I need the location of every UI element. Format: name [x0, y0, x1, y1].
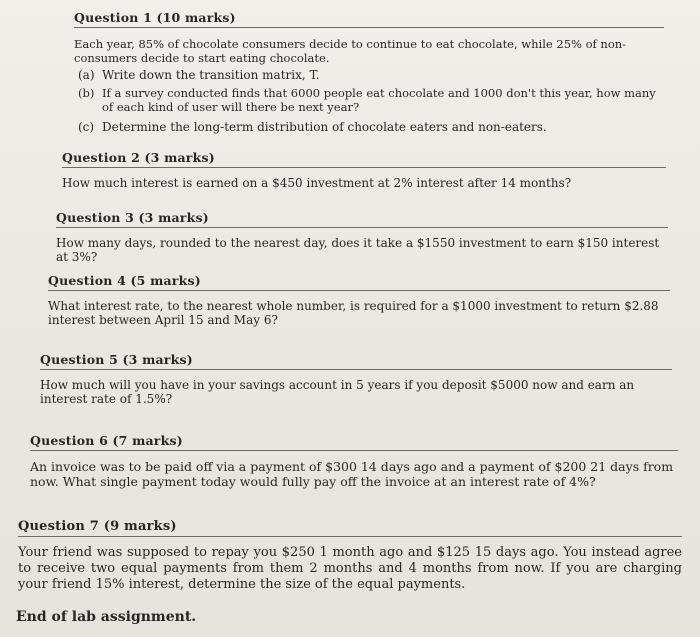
question-3-body: How many days, rounded to the nearest day, does it take a $1550 investment to earn $150 interest at 3%?: [56, 236, 660, 264]
part-c-text: Determine the long-term distribution of chocolate eaters and non-eaters.: [102, 120, 547, 134]
question-2-heading: Question 2 (3 marks): [62, 150, 666, 168]
part-b-label: (b): [78, 86, 95, 100]
question-7-heading: Question 7 (9 marks): [18, 519, 682, 537]
question-1: [74, 10, 664, 134]
part-a-label: (a): [78, 68, 95, 82]
question-1-intro: Each year, 85% of chocolate consumers decide to continue to eat chocolate, while 25% of non-consumers decide to start eating chocolate.: [74, 37, 627, 65]
question-7: [18, 519, 682, 593]
question-7-body: Your friend was supposed to repay you $250 1 month ago and $125 15 days ago. You instead agree to receive two equal payments from them 2 months and 4 months from now. If you are charging your friend 15% interest, determine the size of the equal payments.: [18, 545, 682, 592]
question-4-heading: Question 4 (5 marks): [48, 273, 670, 291]
question-1-part-c: [74, 120, 664, 134]
part-c-label: (c): [78, 120, 95, 134]
question-1-part-b: [74, 86, 664, 114]
question-6: [30, 433, 678, 489]
question-4: [48, 273, 670, 327]
question-3: [56, 210, 668, 264]
question-5-body: How much will you have in your savings account in 5 years if you deposit $5000 now and earn an interest rate of 1.5%?: [40, 378, 635, 406]
part-b-text: If a survey conducted finds that 6000 people eat chocolate and 1000 don't this year, how many of each kind of user will there be next year?: [102, 86, 656, 114]
question-1-part-a: [74, 68, 664, 82]
question-2-body: How much interest is earned on a $450 investment at 2% interest after 14 months?: [62, 176, 572, 190]
question-1-heading: Question 1 (10 marks): [74, 10, 664, 28]
question-4-body: What interest rate, to the nearest whole number, is required for a $1000 investment to return $2.88 interest between April 15 and May 6?: [48, 299, 659, 327]
question-6-body: An invoice was to be paid off via a payment of $300 14 days ago and a payment of $200 21 days from now. What single payment today would fully pay off the invoice at an interest rate of 4%?: [30, 459, 674, 489]
question-3-heading: Question 3 (3 marks): [56, 210, 668, 228]
end-of-assignment: End of lab assignment.: [16, 609, 197, 625]
part-a-text: Write down the transition matrix, T.: [102, 68, 320, 82]
question-6-heading: Question 6 (7 marks): [30, 433, 678, 451]
question-2: [62, 150, 666, 190]
question-5-heading: Question 5 (3 marks): [40, 352, 672, 370]
question-5: [40, 352, 672, 406]
